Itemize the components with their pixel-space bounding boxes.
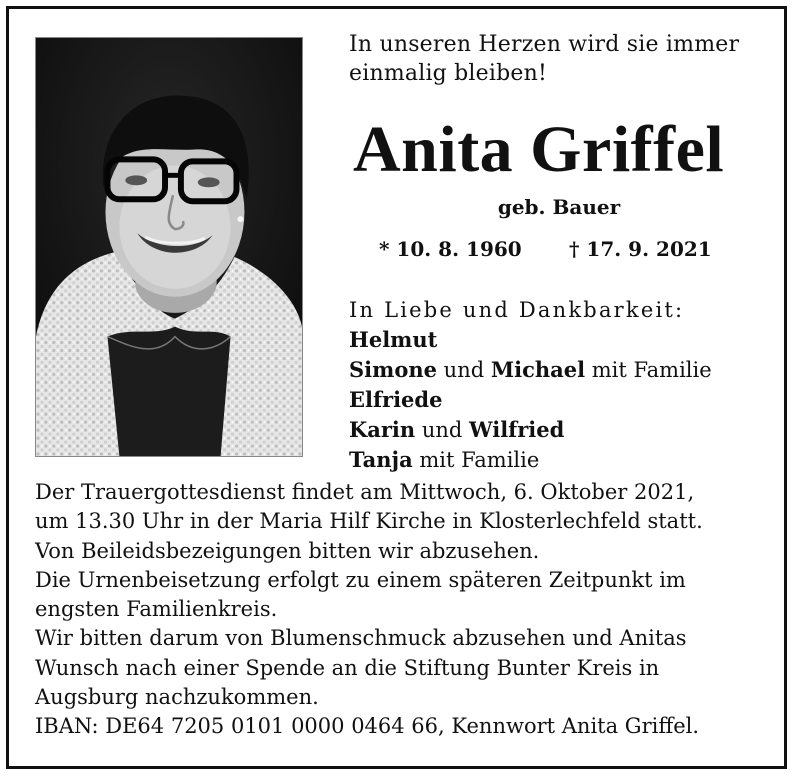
mourner-joiner: und bbox=[415, 418, 470, 442]
birth-name: geb. Bauer bbox=[497, 195, 621, 219]
detail-line: Von Beileidsbezeigungen bitten wir abzusehen. bbox=[35, 538, 540, 563]
deceased-name: Anita Griffel bbox=[353, 113, 725, 186]
service-details bbox=[35, 478, 770, 742]
motto-line: In unseren Herzen wird sie immer bbox=[349, 32, 740, 57]
mourner-line bbox=[349, 385, 769, 415]
detail-line: IBAN: DE64 7205 0101 0000 0464 66, Kennwort Anita Griffel. bbox=[35, 714, 700, 739]
detail-line: Die Urnenbeisetzung erfolgt zu einem späteren Zeitpunkt im bbox=[35, 567, 686, 592]
mourner-name: Karin bbox=[349, 417, 416, 442]
motto bbox=[349, 30, 769, 88]
detail-line: Wir bitten darum von Blumenschmuck abzusehen und Anitas bbox=[35, 626, 687, 651]
detail-line: Wunsch nach einer Spende an die Stiftung Bunter Kreis in bbox=[35, 655, 660, 680]
mourner-joiner: und bbox=[437, 358, 491, 382]
mourner-line bbox=[349, 415, 769, 445]
mourner-joiner: mit Familie bbox=[585, 358, 712, 382]
portrait-illustration bbox=[36, 38, 302, 456]
portrait-photo bbox=[35, 37, 303, 457]
detail-line: Augsburg nachzukommen. bbox=[35, 685, 319, 710]
mourner-name: Wilfried bbox=[469, 417, 565, 442]
motto-line: einmalig bleiben! bbox=[349, 61, 548, 86]
detail-line: engsten Familienkreis. bbox=[35, 597, 278, 622]
detail-line: um 13.30 Uhr in der Maria Hilf Kirche in Klosterlechfeld statt. bbox=[35, 509, 703, 534]
mourner-name: Simone bbox=[349, 357, 437, 382]
mourner-name: Elfriede bbox=[349, 387, 443, 412]
detail-line: Der Trauergottesdienst findet am Mittwoch, 6. Oktober 2021, bbox=[35, 480, 695, 504]
mourner-name: Michael bbox=[490, 357, 586, 382]
birth-date: * 10. 8. 1960 bbox=[379, 237, 522, 261]
mourners-intro: In Liebe und Dankbarkeit: bbox=[349, 298, 685, 322]
death-date: † 17. 9. 2021 bbox=[569, 237, 712, 261]
mourner-line bbox=[349, 445, 769, 475]
mourners-list bbox=[349, 296, 769, 475]
mourner-line bbox=[349, 325, 769, 355]
mourner-name: Helmut bbox=[349, 327, 438, 352]
mourner-name: Tanja bbox=[349, 447, 413, 472]
mourner-line bbox=[349, 355, 769, 385]
mourner-joiner: mit Familie bbox=[412, 448, 540, 472]
